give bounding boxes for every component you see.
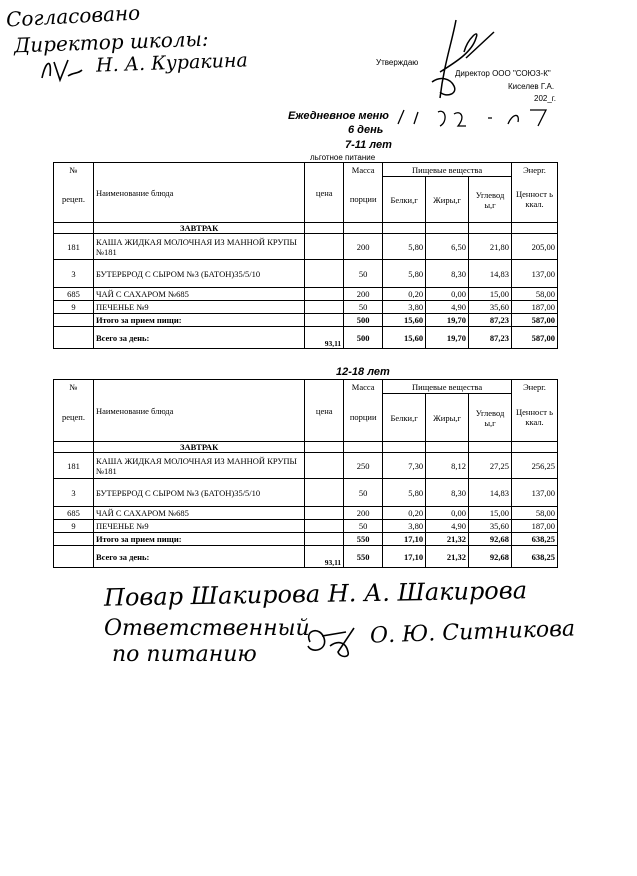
subtotal-carbs: 87,23 (469, 314, 512, 327)
col-energy-value: Ценност ь ккал. (511, 394, 557, 442)
section-breakfast: ЗАВТРАК (93, 223, 304, 234)
cell-price (305, 260, 344, 288)
cell-energy: 137,00 (511, 260, 557, 288)
cell-dish: КАША ЖИДКАЯ МОЛОЧНАЯ ИЗ МАННОЙ КРУПЫ №181 (93, 453, 304, 479)
cell-fat: 6,50 (426, 234, 469, 260)
cell-recipe: 9 (54, 520, 94, 533)
cell-price (305, 301, 344, 314)
cell-carbs: 27,25 (469, 453, 512, 479)
section-row (54, 442, 558, 453)
col-carbs: Углевод ы,г (469, 177, 512, 223)
cell-mass: 50 (344, 301, 383, 314)
total-carbs: 92,68 (469, 546, 512, 568)
cell-protein: 5,80 (383, 260, 426, 288)
cell-carbs: 35,60 (469, 301, 512, 314)
col-recipe: рецеп. (54, 394, 94, 442)
cell-fat: 8,12 (426, 453, 469, 479)
col-energy: Энерг. (511, 380, 557, 394)
col-name: Наименование блюда (93, 163, 304, 223)
total-label: Всего за день: (93, 327, 304, 349)
table-row (54, 507, 558, 520)
cell-dish: ПЕЧЕНЬЕ №9 (93, 301, 304, 314)
approval-director-name: Н. А. Куракина (95, 49, 249, 77)
table-row (54, 520, 558, 533)
cell-energy: 187,00 (511, 520, 557, 533)
cell-recipe: 3 (54, 260, 94, 288)
cell-carbs: 15,00 (469, 507, 512, 520)
cell-protein: 7,30 (383, 453, 426, 479)
cell-protein: 3,80 (383, 520, 426, 533)
approve-year: 202_г. (534, 94, 556, 103)
col-nutrients: Пищевые вещества (383, 380, 512, 394)
cell-price (305, 479, 344, 507)
cell-protein: 3,80 (383, 301, 426, 314)
subtotal-energy: 638,25 (511, 533, 557, 546)
table-row (54, 288, 558, 301)
cell-carbs: 21,80 (469, 234, 512, 260)
cell-recipe: 181 (54, 234, 94, 260)
col-fat: Жиры,г (426, 394, 469, 442)
cell-fat: 0,00 (426, 288, 469, 301)
cell-fat: 0,00 (426, 507, 469, 520)
age-group-1: 7-11 лет (345, 139, 392, 151)
table-row (54, 234, 558, 260)
cell-protein: 5,80 (383, 234, 426, 260)
cell-dish: ЧАЙ С САХАРОМ №685 (93, 288, 304, 301)
subtotal-row (54, 533, 558, 546)
subtotal-label: Итого за прием пищи: (93, 533, 304, 546)
col-energy: Энерг. (511, 163, 557, 177)
cell-carbs: 14,83 (469, 479, 512, 507)
age-group-2: 12-18 лет (336, 366, 390, 378)
subtotal-mass: 500 (344, 314, 383, 327)
menu-day: 6 день (348, 124, 384, 136)
cell-dish: БУТЕРБРОД С СЫРОМ №3 (БАТОН)35/5/10 (93, 479, 304, 507)
total-carbs: 87,23 (469, 327, 512, 349)
cell-mass: 50 (344, 260, 383, 288)
cell-mass: 250 (344, 453, 383, 479)
cell-dish: БУТЕРБРОД С СЫРОМ №3 (БАТОН)35/5/10 (93, 260, 304, 288)
approve-label: Утверждаю (376, 58, 419, 67)
total-energy: 638,25 (511, 546, 557, 568)
col-carbs: Углевод ы,г (469, 394, 512, 442)
col-portion: порции (344, 394, 383, 442)
subtotal-fat: 19,70 (426, 314, 469, 327)
cell-fat: 4,90 (426, 520, 469, 533)
col-portion: порции (344, 177, 383, 223)
responsible-name: О. Ю. Ситникова (369, 616, 576, 649)
cell-mass: 200 (344, 288, 383, 301)
cell-protein: 0,20 (383, 288, 426, 301)
cell-dish: ЧАЙ С САХАРОМ №685 (93, 507, 304, 520)
responsible-line-2: по питанию (112, 642, 257, 667)
cell-recipe: 181 (54, 453, 94, 479)
approve-name: Киселев Г.А. (508, 82, 555, 91)
total-mass: 500 (344, 327, 383, 349)
total-price: 93,11 (305, 327, 344, 349)
cell-energy: 137,00 (511, 479, 557, 507)
col-price: цена (305, 163, 344, 223)
table-row (54, 301, 558, 314)
col-name: Наименование блюда (93, 380, 304, 442)
cell-recipe: 3 (54, 479, 94, 507)
cell-price (305, 507, 344, 520)
cell-protein: 0,20 (383, 507, 426, 520)
total-row (54, 546, 558, 568)
handwritten-date (396, 104, 556, 130)
benefit-note: льготное питание (310, 153, 376, 162)
cell-mass: 50 (344, 520, 383, 533)
col-protein: Белки,г (383, 394, 426, 442)
subtotal-energy: 587,00 (511, 314, 557, 327)
director-signature-left (38, 54, 86, 84)
section-breakfast: ЗАВТРАК (93, 442, 304, 453)
cell-fat: 8,30 (426, 479, 469, 507)
total-protein: 15,60 (383, 327, 426, 349)
total-protein: 17,10 (383, 546, 426, 568)
responsible-signature (300, 622, 360, 662)
col-nutrients: Пищевые вещества (383, 163, 512, 177)
cell-dish: КАША ЖИДКАЯ МОЛОЧНАЯ ИЗ МАННОЙ КРУПЫ №181 (93, 234, 304, 260)
cell-recipe: 9 (54, 301, 94, 314)
total-label: Всего за день: (93, 546, 304, 568)
col-mass: Масса (344, 380, 383, 394)
cell-dish: ПЕЧЕНЬЕ №9 (93, 520, 304, 533)
cook-signature-line: Повар Шакирова Н. А. Шакирова (103, 576, 528, 612)
col-protein: Белки,г (383, 177, 426, 223)
subtotal-label: Итого за прием пищи: (93, 314, 304, 327)
cell-mass: 200 (344, 234, 383, 260)
col-mass: Масса (344, 163, 383, 177)
cell-energy: 256,25 (511, 453, 557, 479)
subtotal-mass: 550 (344, 533, 383, 546)
cell-carbs: 15,00 (469, 288, 512, 301)
subtotal-row (54, 314, 558, 327)
menu-table-7-11 (53, 162, 558, 349)
col-energy-value: Ценност ь ккал. (511, 177, 557, 223)
cell-recipe: 685 (54, 288, 94, 301)
director-signature-right (410, 12, 500, 102)
total-price: 93,11 (305, 546, 344, 568)
col-num: № (54, 380, 94, 394)
col-price: цена (305, 380, 344, 442)
col-recipe: рецеп. (54, 177, 94, 223)
menu-table-12-18 (53, 379, 558, 568)
approval-agreed: Согласовано (5, 0, 141, 32)
approval-director: Директор школы: (13, 26, 209, 58)
cell-protein: 5,80 (383, 479, 426, 507)
responsible-line-1: Ответственный (104, 616, 310, 641)
cell-carbs: 35,60 (469, 520, 512, 533)
total-row (54, 327, 558, 349)
col-fat: Жиры,г (426, 177, 469, 223)
cell-energy: 58,00 (511, 507, 557, 520)
cell-fat: 8,30 (426, 260, 469, 288)
cell-mass: 50 (344, 479, 383, 507)
cell-mass: 200 (344, 507, 383, 520)
cell-fat: 4,90 (426, 301, 469, 314)
subtotal-carbs: 92,68 (469, 533, 512, 546)
cell-recipe: 685 (54, 507, 94, 520)
total-fat: 19,70 (426, 327, 469, 349)
table-row (54, 479, 558, 507)
cell-price (305, 234, 344, 260)
col-num: № (54, 163, 94, 177)
section-row (54, 223, 558, 234)
cell-price (305, 453, 344, 479)
table-row (54, 453, 558, 479)
cell-price (305, 288, 344, 301)
total-fat: 21,32 (426, 546, 469, 568)
cell-energy: 205,00 (511, 234, 557, 260)
total-energy: 587,00 (511, 327, 557, 349)
table-row (54, 260, 558, 288)
cell-price (305, 520, 344, 533)
cell-carbs: 14,83 (469, 260, 512, 288)
subtotal-protein: 15,60 (383, 314, 426, 327)
cell-energy: 58,00 (511, 288, 557, 301)
subtotal-protein: 17,10 (383, 533, 426, 546)
cell-energy: 187,00 (511, 301, 557, 314)
total-mass: 550 (344, 546, 383, 568)
approve-role: Директор ООО "СОЮЗ-К" (455, 69, 551, 78)
menu-title: Ежедневное меню (288, 110, 389, 122)
subtotal-fat: 21,32 (426, 533, 469, 546)
